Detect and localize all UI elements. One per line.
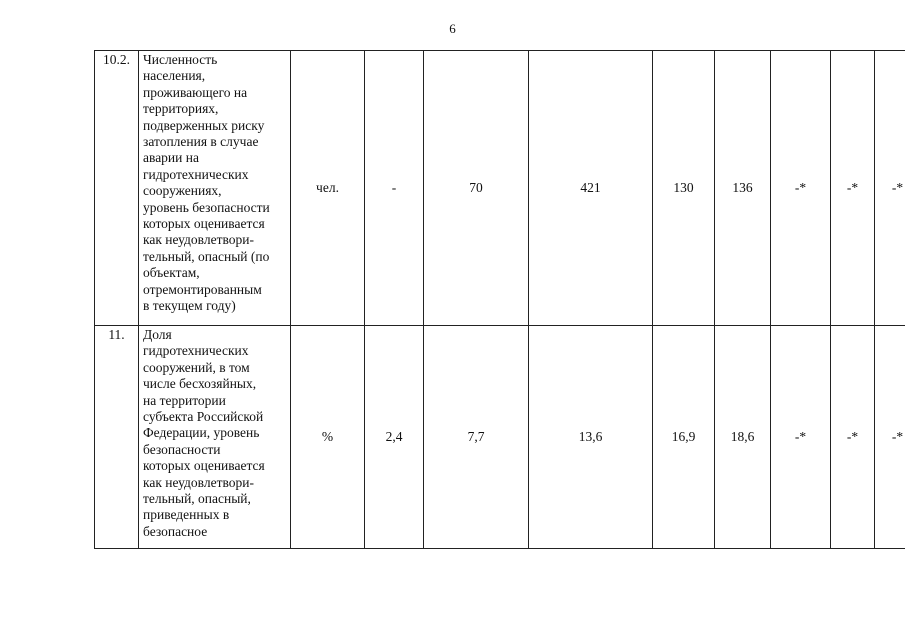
value-cell: -* xyxy=(831,326,875,549)
description-line: сооружениях, xyxy=(143,183,222,199)
description-line: Федерации, уровень xyxy=(143,425,260,441)
description-line: Доля xyxy=(143,327,172,342)
description-line: на территории xyxy=(143,392,226,408)
description-line: гидротехнических xyxy=(143,343,249,359)
description-line: безопасное xyxy=(143,523,208,539)
description-line: гидротехнических xyxy=(143,166,249,182)
description-line: сооружений, в том xyxy=(143,359,250,375)
description-line: безопасности xyxy=(143,441,221,457)
description-line: как неудовлетвори- xyxy=(143,232,255,248)
value-cell: - xyxy=(365,51,424,326)
value-cell: -* xyxy=(771,326,831,549)
description-line: которых оценивается xyxy=(143,458,265,474)
row-number: 10.2. xyxy=(95,51,139,326)
row-description xyxy=(139,51,291,326)
description-line: тельный, опасный, xyxy=(143,491,251,507)
table-row xyxy=(95,51,905,326)
description-line: населения, xyxy=(143,68,206,84)
description-line: территориях, xyxy=(143,101,219,117)
value-cell: -* xyxy=(875,51,905,326)
row-description xyxy=(139,326,291,549)
description-line: подверженных риску xyxy=(143,117,265,133)
value-cell: 13,6 xyxy=(529,326,653,549)
description-line: объектам, xyxy=(143,265,200,281)
description-line: Численность xyxy=(143,52,218,67)
table-row xyxy=(95,326,905,549)
value-cell: 18,6 xyxy=(715,326,771,549)
description-line: в текущем году) xyxy=(143,298,236,314)
value-cell: 130 xyxy=(653,51,715,326)
value-cell: 421 xyxy=(529,51,653,326)
description-line: уровень безопасности xyxy=(143,199,270,215)
value-cell: 136 xyxy=(715,51,771,326)
description-line: субъекта Российской xyxy=(143,409,264,425)
value-cell: 2,4 xyxy=(365,326,424,549)
description-line: тельный, опасный (по xyxy=(143,248,270,264)
value-cell: -* xyxy=(771,51,831,326)
indicators-table xyxy=(94,50,905,549)
unit-cell: % xyxy=(291,326,365,549)
description-line: как неудовлетвори- xyxy=(143,474,255,490)
description-line: числе бесхозяйных, xyxy=(143,376,257,392)
value-cell: 70 xyxy=(424,51,529,326)
description-line: проживающего на xyxy=(143,84,248,100)
description-line: которых оценивается xyxy=(143,216,265,232)
row-number: 11. xyxy=(95,326,139,549)
unit-cell: чел. xyxy=(291,51,365,326)
value-cell: 7,7 xyxy=(424,326,529,549)
value-cell: -* xyxy=(831,51,875,326)
page-number: 6 xyxy=(449,21,456,36)
description-line: приведенных в xyxy=(143,507,230,523)
value-cell: -* xyxy=(875,326,905,549)
description-line: отремонтированным xyxy=(143,281,262,297)
description-line: аварии на xyxy=(143,150,199,166)
description-line: затопления в случае xyxy=(143,134,259,150)
value-cell: 16,9 xyxy=(653,326,715,549)
